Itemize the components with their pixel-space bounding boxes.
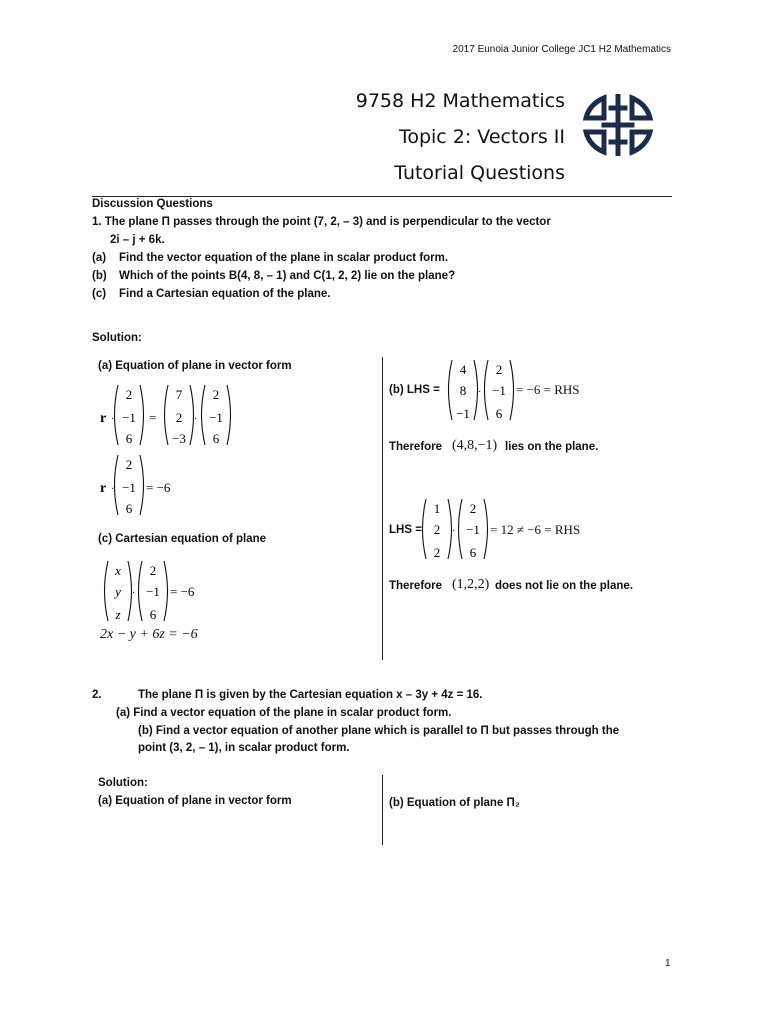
svg-text:= −6: = −6 — [170, 584, 195, 599]
sol1-c-lhs-label: LHS = — [389, 524, 422, 536]
sol1-c-conclusion-post: does not lie on the plane. — [495, 580, 634, 592]
sol1-b-lhs-label: (b) LHS = — [389, 384, 440, 396]
svg-text:−1: −1 — [466, 522, 480, 537]
svg-text:x: x — [115, 563, 121, 578]
eunoia-college-logo-icon — [582, 94, 654, 156]
svg-text:4: 4 — [459, 362, 467, 377]
q2-b-line2: point (3, 2, – 1), in scalar product form. — [138, 742, 350, 754]
svg-text:−1: −1 — [492, 383, 506, 398]
svg-text:2: 2 — [149, 563, 157, 578]
svg-text:2: 2 — [433, 545, 441, 560]
svg-text:2: 2 — [495, 362, 503, 377]
sol1-c-rhs: = 12 ≠ −6 = RHS — [490, 522, 581, 537]
q2-text: The plane Π is given by the Cartesian equation x – 3y + 4z = 16. — [138, 689, 483, 701]
title-divider — [92, 196, 672, 197]
vector-r: r — [100, 411, 107, 426]
sol1-cartesian-result: 2x − y + 6z = −6 — [100, 627, 198, 642]
svg-text:7: 7 — [175, 387, 183, 402]
svg-text:2: 2 — [212, 387, 220, 402]
title-tutorial: Tutorial Questions — [394, 162, 565, 184]
header-note: 2017 Eunoia Junior College JC1 H2 Mathematics — [452, 44, 671, 55]
sol1-c-vectors — [418, 496, 498, 564]
svg-text:2: 2 — [175, 410, 183, 425]
sol1-b-vectors — [444, 357, 524, 425]
svg-text:6: 6 — [125, 431, 133, 446]
svg-text:6: 6 — [469, 545, 477, 560]
sol1-b-point: (4,8,−1) — [452, 438, 498, 453]
svg-text:=: = — [149, 410, 157, 425]
page-number: 1 — [665, 958, 671, 969]
solution2-divider — [382, 775, 383, 845]
svg-text:y: y — [115, 584, 121, 599]
svg-text:·: · — [194, 414, 198, 425]
solution1-heading: Solution: — [92, 332, 142, 344]
svg-text:6: 6 — [149, 607, 157, 622]
svg-text:2: 2 — [469, 501, 477, 516]
discussion-heading: Discussion Questions — [92, 198, 213, 210]
sol1-a-equation-2 — [96, 452, 196, 522]
svg-text:−1: −1 — [209, 410, 223, 425]
q1-line2: 2i – j + 6k. — [110, 234, 165, 246]
svg-text:·: · — [132, 588, 136, 599]
q1-line1: 1. The plane Π passes through the point (7, 2, – 3) and is perpendicular to the vector — [92, 216, 551, 228]
title-course: 9758 H2 Mathematics — [355, 90, 565, 112]
svg-text:r: r — [100, 481, 107, 496]
sol1-a-heading: (a) Equation of plane in vector form — [98, 360, 292, 372]
svg-text:2: 2 — [433, 522, 441, 537]
svg-text:2: 2 — [125, 457, 133, 472]
q1-a-label: (a) — [92, 252, 107, 264]
svg-text:·: · — [111, 484, 115, 495]
q2-a: (a) Find a vector equation of the plane in scalar product form. — [116, 707, 452, 719]
svg-text:8: 8 — [459, 383, 467, 398]
svg-text:·: · — [111, 414, 115, 425]
svg-text:−1: −1 — [122, 410, 136, 425]
svg-text:2: 2 — [125, 387, 133, 402]
sol2-a-heading: (a) Equation of plane in vector form — [98, 795, 292, 807]
q1-b-label: (b) — [92, 270, 107, 282]
title-topic: Topic 2: Vectors II — [398, 126, 565, 148]
solution1-divider — [382, 357, 383, 660]
svg-text:= −6: = −6 — [146, 480, 171, 495]
sol1-b-conclusion-pre: Therefore — [389, 441, 443, 453]
sol1-c-heading: (c) Cartesian equation of plane — [98, 533, 267, 545]
svg-text:6: 6 — [495, 406, 503, 421]
q1-c-text: Find a Cartesian equation of the plane. — [119, 288, 331, 300]
sol2-b-heading: (b) Equation of plane Π₂ — [389, 797, 520, 809]
q2-b-line1: (b) Find a vector equation of another plane which is parallel to Π but passes through the — [138, 725, 620, 737]
svg-text:6: 6 — [125, 501, 133, 516]
sol1-b-conclusion-post: lies on the plane. — [505, 441, 599, 453]
svg-text:−1: −1 — [122, 480, 136, 495]
svg-text:1: 1 — [433, 501, 441, 516]
svg-text:6: 6 — [212, 431, 220, 446]
svg-text:·: · — [478, 387, 482, 398]
q1-c-label: (c) — [92, 288, 107, 300]
solution2-heading: Solution: — [98, 777, 148, 789]
sol1-c-conclusion-pre: Therefore — [389, 580, 443, 592]
sol1-a-equation-1 — [96, 380, 236, 450]
q1-a-text: Find the vector equation of the plane in scalar product form. — [119, 252, 449, 264]
svg-text:−1: −1 — [146, 584, 160, 599]
q1-b-text: Which of the points B(4, 8, – 1) and C(1, 2, 2) lie on the plane? — [119, 270, 456, 282]
sol1-b-rhs: = −6 = RHS — [516, 382, 580, 397]
sol1-c-equation — [98, 558, 218, 628]
svg-text:z: z — [115, 607, 121, 622]
svg-text:−3: −3 — [172, 431, 186, 446]
svg-text:−1: −1 — [456, 406, 470, 421]
svg-text:·: · — [452, 526, 456, 537]
q2-number: 2. — [92, 689, 102, 701]
sol1-c-point: (1,2,2) — [452, 577, 490, 592]
